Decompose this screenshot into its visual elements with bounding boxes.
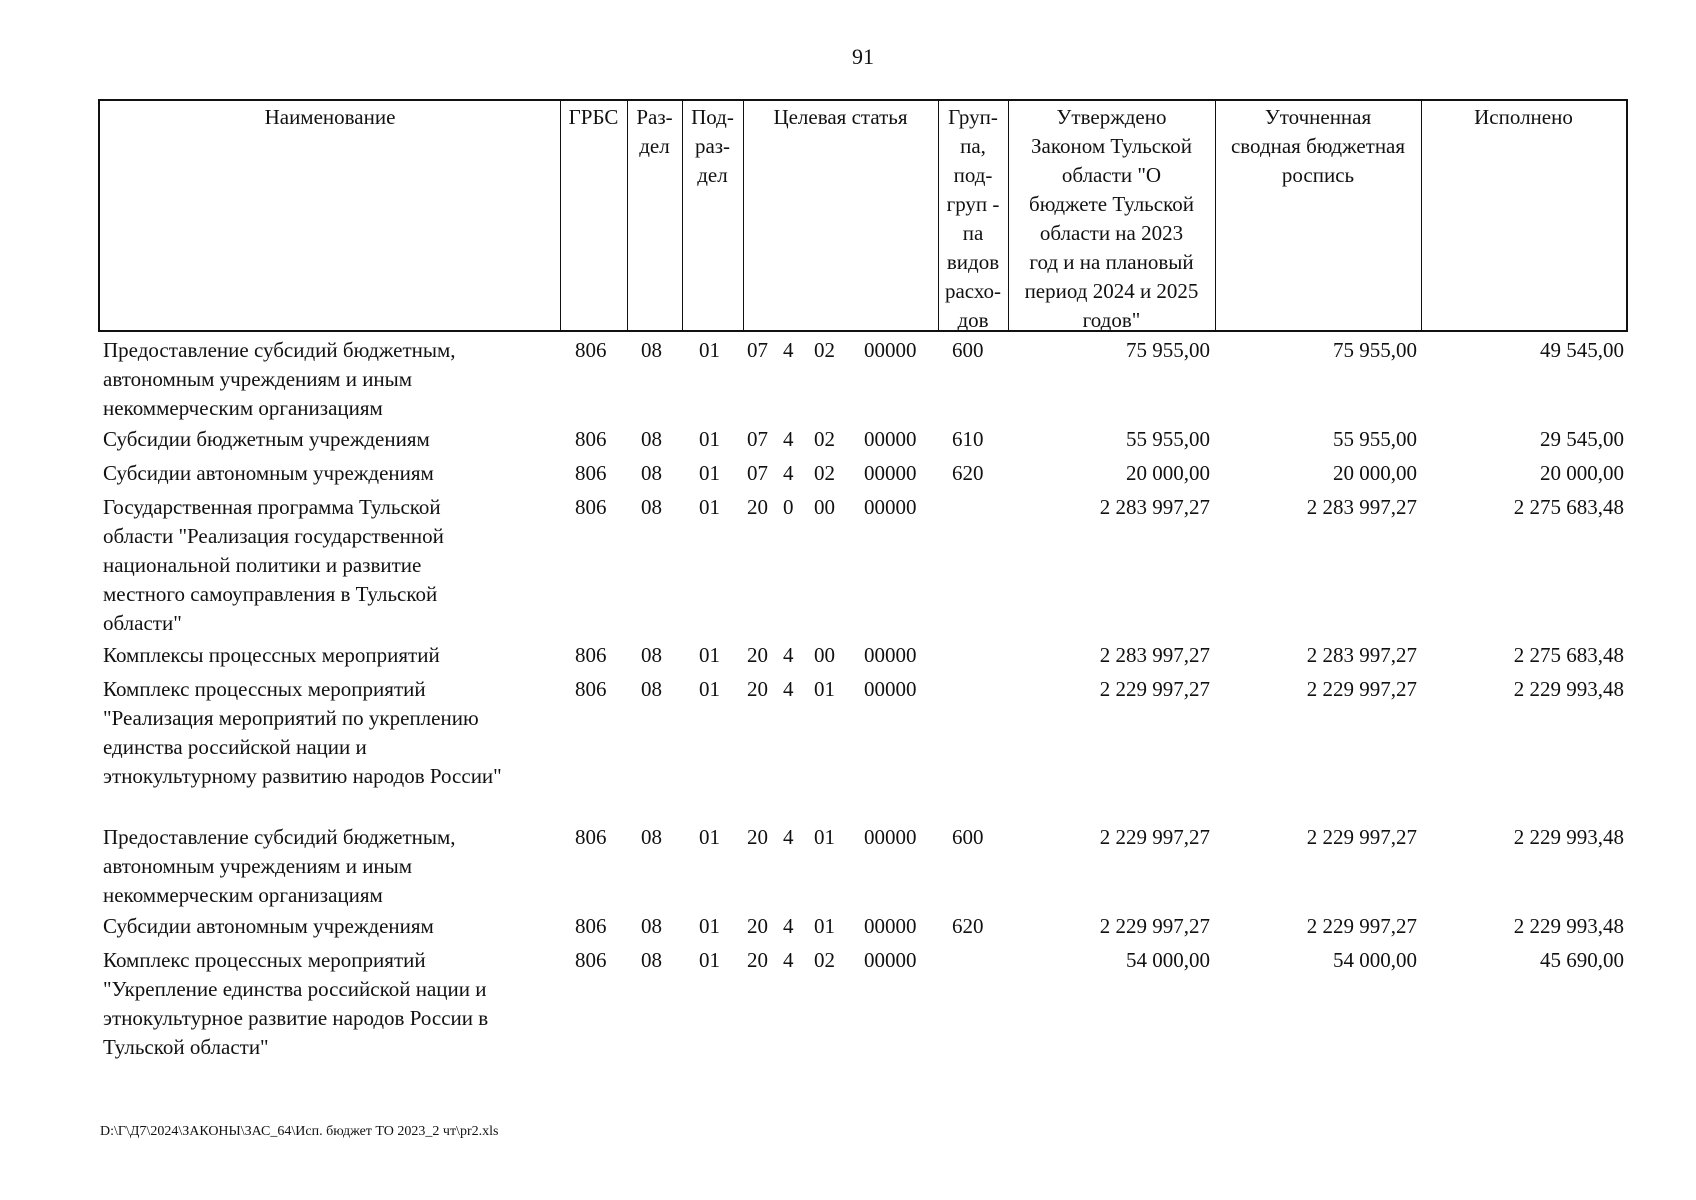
cell-cs4: 00000	[864, 338, 917, 362]
cell-cs3: 01	[814, 914, 835, 938]
cell-executed: 2 229 993,48	[1513, 914, 1624, 938]
cell-refined: 20 000,00	[1333, 461, 1417, 485]
header-expense-group: Груп- па, под- груп - па видов расхо- дов	[944, 105, 1002, 332]
cell-cs3: 00	[814, 495, 835, 519]
cell-executed: 2 229 993,48	[1513, 825, 1624, 849]
cell-grbs: 806	[575, 461, 607, 485]
header-target-article: Целевая статья	[773, 105, 908, 129]
cell-executed: 45 690,00	[1540, 948, 1624, 972]
cell-cs2: 4	[783, 338, 794, 362]
cell-cs3: 02	[814, 948, 835, 972]
cell-cs2: 4	[783, 677, 794, 701]
cell-cs1: 07	[747, 427, 768, 451]
cell-cs3: 01	[814, 825, 835, 849]
cell-approved: 75 955,00	[1126, 338, 1210, 362]
cell-cs1: 07	[747, 461, 768, 485]
cell-refined: 55 955,00	[1333, 427, 1417, 451]
cell-podrazdel: 01	[699, 427, 720, 451]
cell-cs4: 00000	[864, 495, 917, 519]
cell-podrazdel: 01	[699, 914, 720, 938]
cell-cs1: 20	[747, 677, 768, 701]
cell-cs1: 20	[747, 948, 768, 972]
cell-cs3: 01	[814, 677, 835, 701]
cell-razdel: 08	[641, 495, 662, 519]
header-razdel: Раз- дел	[636, 105, 673, 158]
cell-name: Государственная программа Тульской области "Реализация государственной национальной политики и развитие местного самоуправления в Тульской области"	[103, 495, 444, 635]
cell-name: Комплексы процессных мероприятий	[103, 643, 440, 667]
cell-executed: 49 545,00	[1540, 338, 1624, 362]
cell-cs2: 0	[783, 495, 794, 519]
cell-approved: 2 283 997,27	[1099, 495, 1210, 519]
cell-podrazdel: 01	[699, 948, 720, 972]
cell-podrazdel: 01	[699, 338, 720, 362]
header-refined: Уточненная сводная бюджетная роспись	[1230, 105, 1406, 187]
header-grbs: ГРБС	[568, 105, 619, 129]
cell-razdel: 08	[641, 948, 662, 972]
cell-group: 600	[952, 825, 984, 849]
cell-cs2: 4	[783, 461, 794, 485]
cell-approved: 2 229 997,27	[1099, 914, 1210, 938]
cell-cs1: 20	[747, 495, 768, 519]
cell-approved: 54 000,00	[1126, 948, 1210, 972]
cell-executed: 2 275 683,48	[1513, 643, 1624, 667]
cell-name: Предоставление субсидий бюджетным, автономным учреждениям и иным некоммерческим организациям	[103, 825, 456, 907]
cell-cs4: 00000	[864, 914, 917, 938]
cell-grbs: 806	[575, 338, 607, 362]
cell-cs1: 07	[747, 338, 768, 362]
header-podrazdel: Под- раз- дел	[691, 105, 734, 187]
cell-name: Предоставление субсидий бюджетным, автономным учреждениям и иным некоммерческим организациям	[103, 338, 456, 420]
cell-grbs: 806	[575, 677, 607, 701]
cell-podrazdel: 01	[699, 461, 720, 485]
cell-cs2: 4	[783, 948, 794, 972]
cell-cs1: 20	[747, 825, 768, 849]
cell-refined: 2 283 997,27	[1306, 643, 1417, 667]
cell-razdel: 08	[641, 461, 662, 485]
cell-refined: 2 283 997,27	[1306, 495, 1417, 519]
cell-group: 620	[952, 461, 984, 485]
cell-grbs: 806	[575, 914, 607, 938]
cell-razdel: 08	[641, 643, 662, 667]
header-executed: Исполнено	[1474, 105, 1573, 129]
cell-cs4: 00000	[864, 825, 917, 849]
cell-grbs: 806	[575, 825, 607, 849]
cell-podrazdel: 01	[699, 643, 720, 667]
cell-cs3: 02	[814, 427, 835, 451]
cell-name: Субсидии бюджетным учреждениям	[103, 427, 430, 451]
cell-cs1: 20	[747, 914, 768, 938]
cell-podrazdel: 01	[699, 495, 720, 519]
column-divider	[743, 101, 744, 330]
cell-approved: 2 229 997,27	[1099, 825, 1210, 849]
cell-cs4: 00000	[864, 643, 917, 667]
table-header	[98, 99, 1628, 332]
cell-group: 610	[952, 427, 984, 451]
cell-refined: 2 229 997,27	[1306, 914, 1417, 938]
cell-cs4: 00000	[864, 677, 917, 701]
header-name: Наименование	[264, 105, 396, 129]
cell-cs4: 00000	[864, 461, 917, 485]
cell-podrazdel: 01	[699, 825, 720, 849]
cell-cs3: 02	[814, 461, 835, 485]
cell-refined: 2 229 997,27	[1306, 825, 1417, 849]
cell-approved: 20 000,00	[1126, 461, 1210, 485]
cell-razdel: 08	[641, 914, 662, 938]
cell-refined: 54 000,00	[1333, 948, 1417, 972]
cell-executed: 2 229 993,48	[1513, 677, 1624, 701]
cell-cs2: 4	[783, 643, 794, 667]
cell-razdel: 08	[641, 677, 662, 701]
cell-cs4: 00000	[864, 948, 917, 972]
cell-cs4: 00000	[864, 427, 917, 451]
cell-razdel: 08	[641, 338, 662, 362]
cell-cs2: 4	[783, 825, 794, 849]
cell-name: Комплекс процессных мероприятий "Реализация мероприятий по укреплению единства российской нации и этнокультурному развитию народов России"	[103, 677, 502, 788]
cell-executed: 20 000,00	[1540, 461, 1624, 485]
cell-group: 600	[952, 338, 984, 362]
cell-approved: 2 283 997,27	[1099, 643, 1210, 667]
header-approved: Утверждено Законом Тульской области "О бюджете Тульской области на 2023 год и на плановый период 2024 и 2025 годов"	[1024, 105, 1199, 332]
cell-cs3: 00	[814, 643, 835, 667]
footer-file-path: D:\Г\Д7\2024\ЗАКОНЫ\ЗАС_64\Исп. бюджет ТО 2023_2 чт\pr2.xls	[100, 1124, 499, 1139]
cell-podrazdel: 01	[699, 677, 720, 701]
cell-group: 620	[952, 914, 984, 938]
cell-approved: 2 229 997,27	[1099, 677, 1210, 701]
cell-executed: 2 275 683,48	[1513, 495, 1624, 519]
cell-razdel: 08	[641, 427, 662, 451]
cell-name: Субсидии автономным учреждениям	[103, 461, 434, 485]
cell-cs1: 20	[747, 643, 768, 667]
column-divider	[1421, 101, 1422, 330]
cell-name: Комплекс процессных мероприятий "Укрепление единства российской нации и этнокультурное развитие народов России в Тульской области"	[103, 948, 489, 1059]
cell-grbs: 806	[575, 643, 607, 667]
column-divider	[560, 101, 561, 330]
cell-approved: 55 955,00	[1126, 427, 1210, 451]
cell-refined: 2 229 997,27	[1306, 677, 1417, 701]
cell-cs2: 4	[783, 914, 794, 938]
cell-grbs: 806	[575, 495, 607, 519]
cell-razdel: 08	[641, 825, 662, 849]
page-number: 91	[852, 44, 874, 69]
cell-name: Субсидии автономным учреждениям	[103, 914, 434, 938]
cell-grbs: 806	[575, 427, 607, 451]
cell-grbs: 806	[575, 948, 607, 972]
cell-executed: 29 545,00	[1540, 427, 1624, 451]
cell-cs3: 02	[814, 338, 835, 362]
cell-refined: 75 955,00	[1333, 338, 1417, 362]
cell-cs2: 4	[783, 427, 794, 451]
